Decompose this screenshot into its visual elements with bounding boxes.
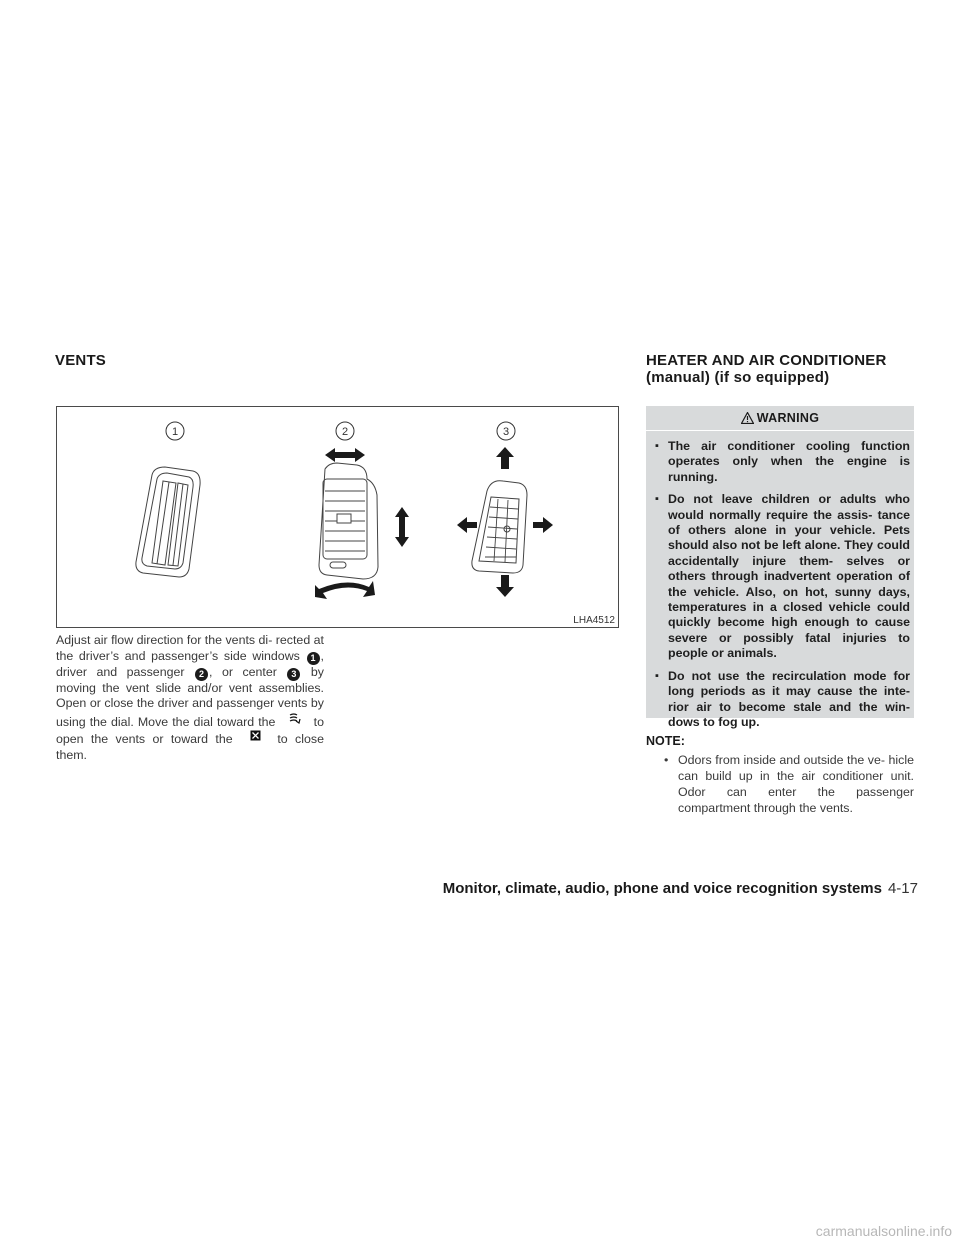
note-title: NOTE: [646, 734, 685, 748]
vents-description [56, 633, 324, 764]
heater-heading-line2: (manual) (if so equipped) [646, 369, 830, 386]
heater-heading-line1: HEATER AND AIR CONDITIONER [646, 352, 887, 369]
vent3-arrows [457, 447, 553, 597]
vent2-arrows [315, 448, 409, 599]
page-footer [428, 880, 918, 897]
callout-label-1: 1 [171, 426, 179, 438]
warning-list [646, 431, 914, 730]
body-seg3: , or center [209, 664, 277, 679]
body-seg1: Adjust air flow direction for the vents di- rected at the driver’s and passenger’s side windows [56, 633, 324, 663]
site-watermark: carmanualsonline.info [815, 1223, 952, 1239]
vents-illustration [56, 406, 619, 628]
body-seg2: , driver and passenger [56, 648, 324, 679]
footer-section-title: Monitor, climate, audio, phone and voice recognition systems [442, 880, 882, 897]
section-heading-heater [646, 352, 916, 386]
vents-drawing [57, 407, 618, 627]
warning-title: WARNING [756, 411, 820, 425]
warning-item: ▪ Do not leave children or adults who would normally require the assis- tance of others alone in your vehicle. Pets should also not be left alone. They could accidentally injure them- selves or others through inadvertent operation of the vehicle. Also, on hot, sunny days, temperatures in a closed vehicle could quickly become high enough to cause severe or possibly fatal injuries to people or animals. [655, 492, 910, 661]
driver-passenger-vent [319, 463, 378, 579]
page-number: 4-17 [887, 880, 918, 897]
body-seg5: to open the vents or toward the [56, 714, 324, 747]
vent-close-icon [240, 730, 270, 747]
warning-header [646, 406, 914, 431]
warning-box [646, 406, 914, 729]
callout-marker-2: 2 [195, 668, 208, 681]
callout-marker-3: 3 [287, 668, 300, 681]
warning-item: ▪ The air conditioner cooling function operates only when the engine is running. [655, 439, 910, 485]
callout-label-3: 3 [502, 426, 510, 438]
callout-marker-1: 1 [307, 652, 320, 665]
vent-open-icon [280, 712, 310, 730]
body-seg4: by moving the vent slide and/or vent assemblies. Open or close the driver and passenger vents by using the dial. Move the dial toward the [56, 664, 324, 729]
body-seg6: to close them. [56, 732, 324, 762]
center-vent [472, 481, 527, 573]
note-item: • Odors from inside and outside the ve- hicle can build up in the air conditioner unit. Odor can enter the passenger compartment through the vents. [664, 752, 914, 816]
warning-item: ▪ Do not use the recirculation mode for long periods as it may cause the inte- rior air to become stale and the win- dows to fog up. [655, 669, 910, 731]
section-heading-vents: VENTS [55, 352, 107, 369]
note-list [664, 752, 914, 816]
figure-code: LHA4512 [573, 615, 615, 626]
vents-paragraph [56, 633, 324, 764]
side-window-vent [136, 467, 200, 577]
warning-triangle-icon [741, 412, 754, 424]
callout-label-2: 2 [341, 426, 349, 438]
